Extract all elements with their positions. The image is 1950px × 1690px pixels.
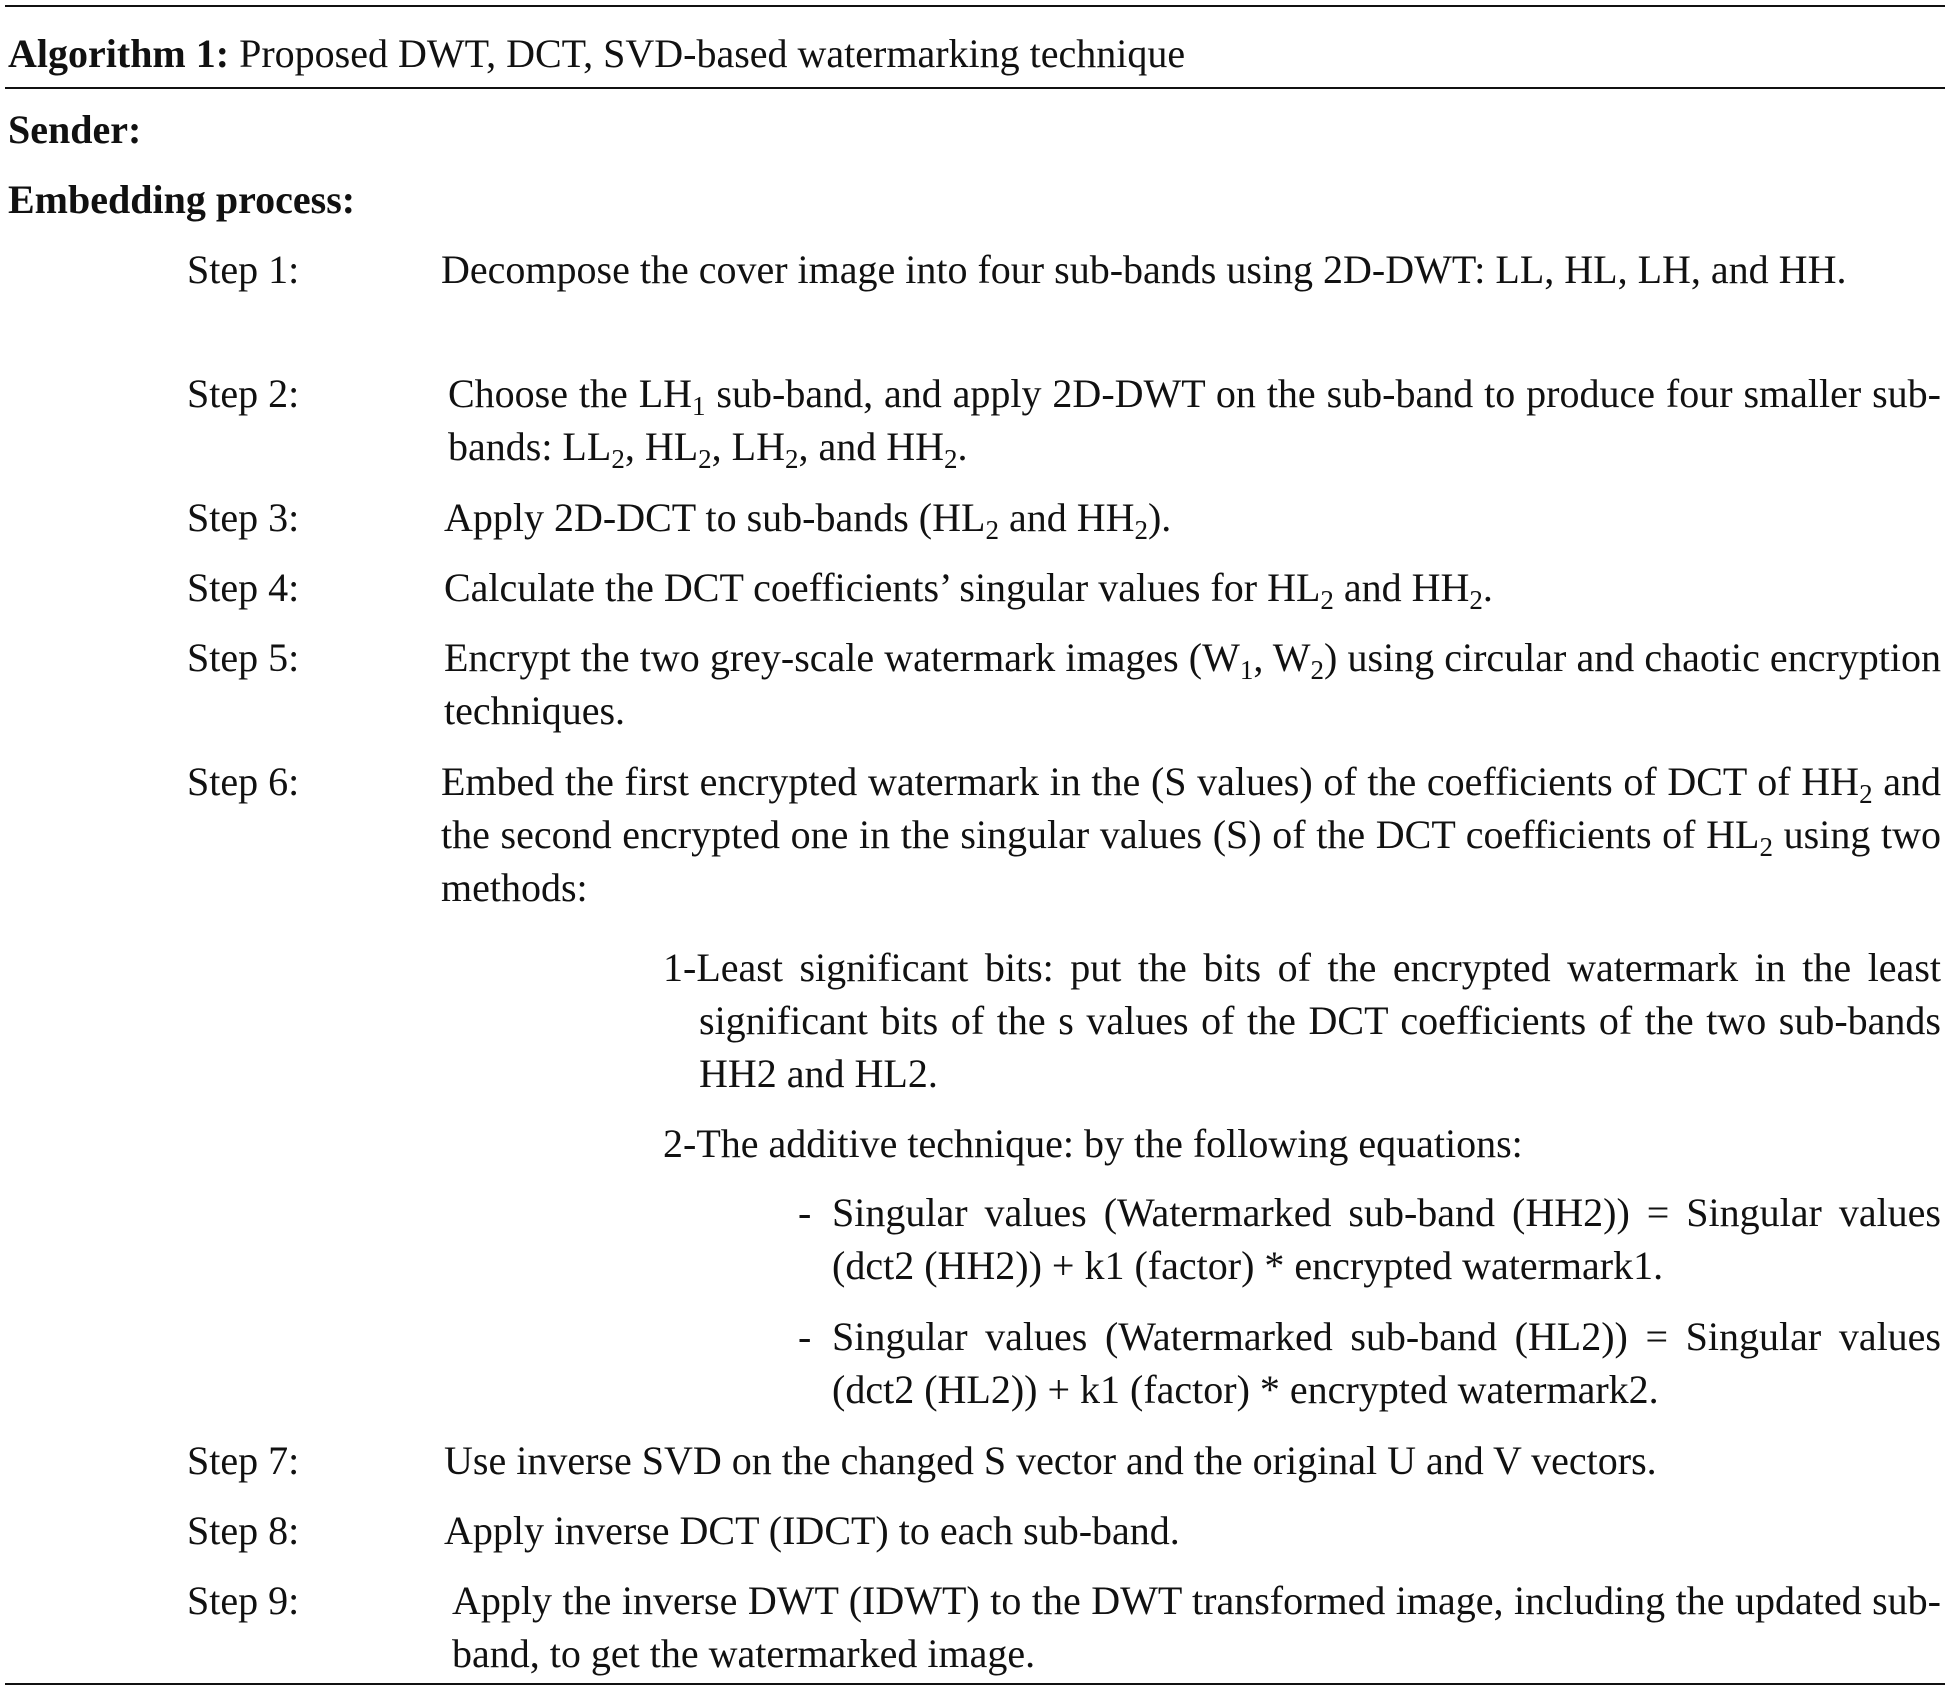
step-label: Step 1: bbox=[187, 247, 300, 292]
step-text: Decompose the cover image into four sub-bands using 2D-DWT: LL, HL, LH, and HH. bbox=[441, 247, 1847, 292]
embedding-heading: Embedding process: bbox=[8, 177, 356, 222]
caption-rule bbox=[5, 87, 1945, 89]
bullet-dash: - bbox=[798, 1190, 812, 1235]
step-text: Apply the inverse DWT (IDWT) to the DWT transformed image, including the updated sub-band, to get the watermarked image. bbox=[452, 1578, 1941, 1676]
equation-text: Singular values (Watermarked sub-band (HH2)) = Singular values (dct2 (HH2)) + k1 (factor) * encrypted watermark1. bbox=[832, 1190, 1941, 1288]
equation-1 bbox=[798, 1186, 1941, 1292]
step-text: Calculate the DCT coefficients’ singular values for $HL_2$ and $HH_2$. bbox=[444, 565, 1493, 615]
method-lsb-text: 1-Least significant bits: put the bits of the encrypted watermark in the least significant bits of the s values of the DCT coefficients of the two sub-bands HH2 and HL2. bbox=[663, 945, 1941, 1096]
bullet-dash: - bbox=[798, 1314, 812, 1359]
top-rule bbox=[5, 5, 1945, 7]
step-label: Step 5: bbox=[187, 635, 300, 680]
step-label: Step 3: bbox=[187, 495, 300, 540]
step-text: Use inverse SVD on the changed S vector and the original U and V vectors. bbox=[444, 1438, 1657, 1483]
step-label: Step 8: bbox=[187, 1508, 300, 1553]
algorithm-label: Algorithm 1: bbox=[8, 31, 230, 76]
equation-text: Singular values (Watermarked sub-band (HL2)) = Singular values (dct2 (HL2)) + k1 (factor) * encrypted watermark2. bbox=[832, 1314, 1941, 1412]
step-text: Choose the $LH_1$ sub-band, and apply 2D-DWT on the sub-band to produce four smaller sub-bands: $LL_2$, $HL_2$, $LH_2$, and $HH_2$. bbox=[448, 371, 1942, 474]
method-additive: 2-The additive technique: by the following equations: bbox=[663, 1121, 1523, 1166]
step-text: Embed the first encrypted watermark in the (S values) of the coefficients of DCT of $HH_2$ and the second encrypted one in the singular values (S) of the DCT coefficients of $HL_2$ using two methods: bbox=[441, 759, 1941, 910]
equation-2 bbox=[798, 1310, 1941, 1416]
method-lsb bbox=[663, 941, 1941, 1100]
algorithm-title: Proposed DWT, DCT, SVD-based watermarking technique bbox=[239, 31, 1186, 76]
step-label: Step 4: bbox=[187, 565, 300, 610]
step-label: Step 9: bbox=[187, 1578, 300, 1623]
sender-heading: Sender: bbox=[8, 107, 142, 152]
algorithm-caption bbox=[8, 27, 1185, 80]
step-label: Step 6: bbox=[187, 759, 300, 804]
step-text: Encrypt the two grey-scale watermark images ($W_1$, $W_2$) using circular and chaotic encryption techniques. bbox=[444, 635, 1941, 733]
step-label: Step 7: bbox=[187, 1438, 300, 1483]
step-label: Step 2: bbox=[187, 371, 300, 416]
bottom-rule bbox=[5, 1683, 1945, 1685]
step-text: Apply 2D-DCT to sub-bands ($HL_2$ and $HH_2$). bbox=[444, 495, 1172, 545]
step-text: Apply inverse DCT (IDCT) to each sub-band. bbox=[444, 1508, 1180, 1553]
